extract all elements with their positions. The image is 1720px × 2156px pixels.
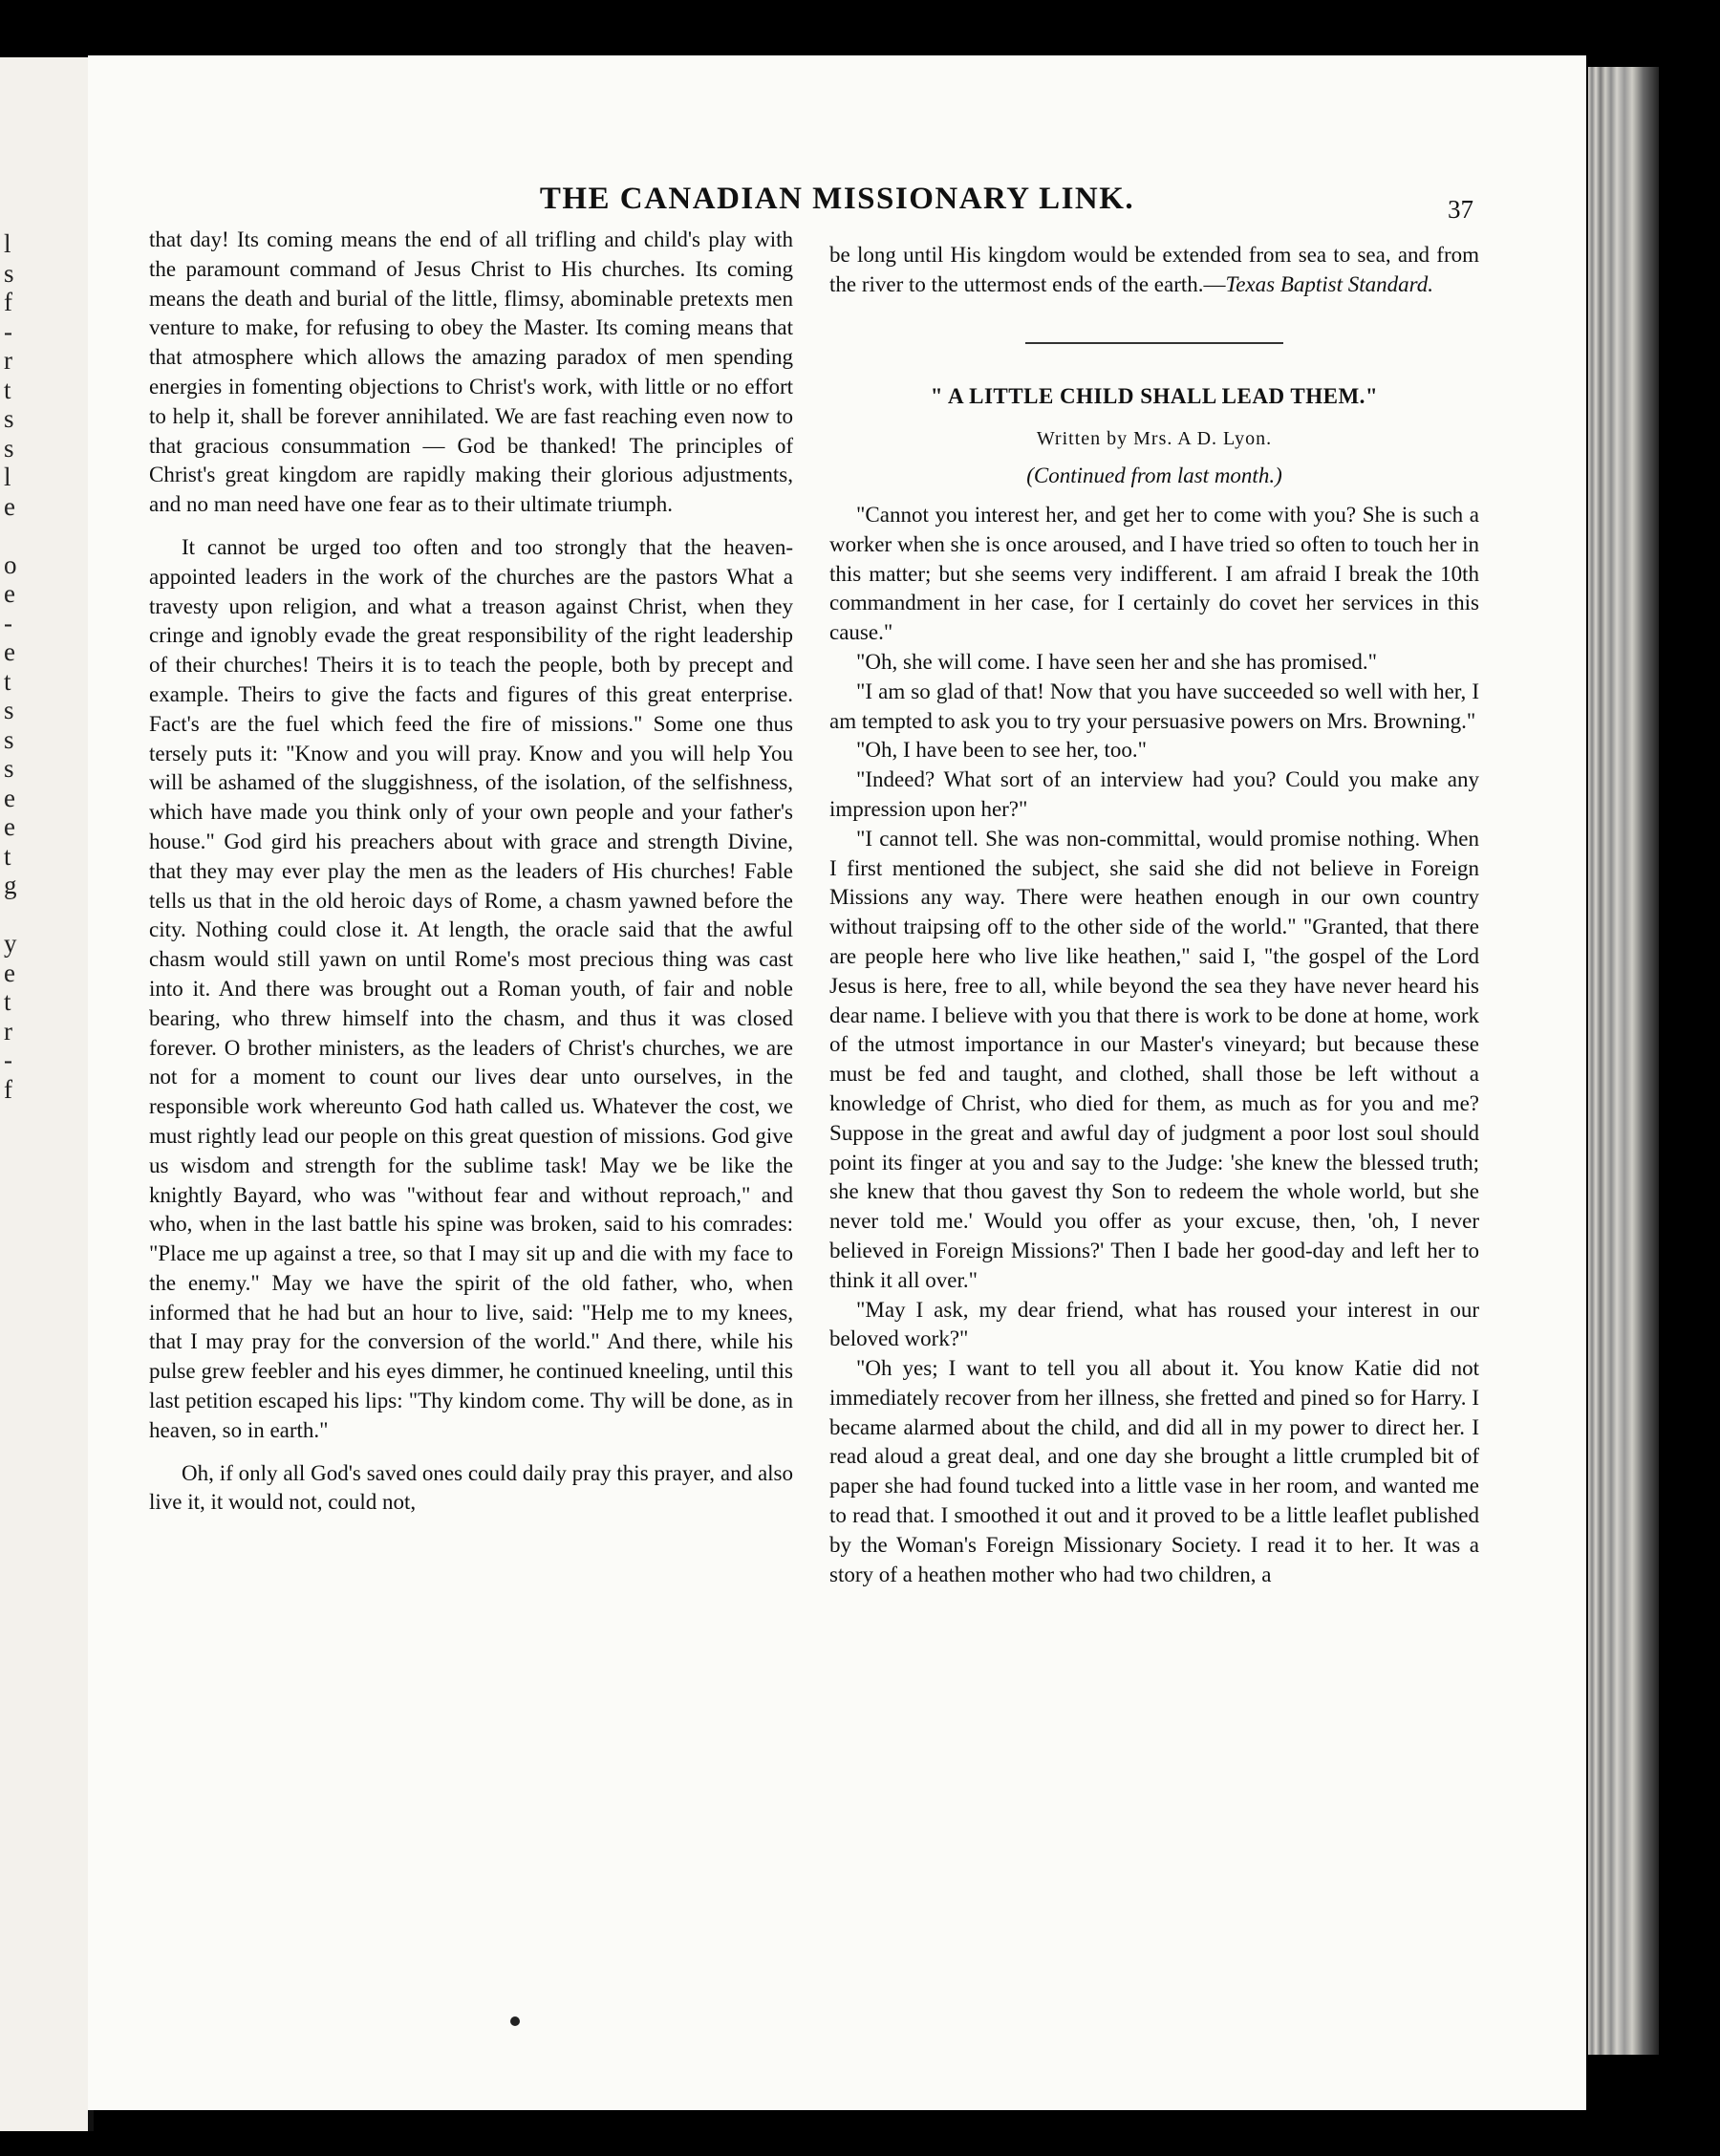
left-paragraph: that day! Its coming means the end of all trifling and child's play with the paramount command of Jesus Christ to His churches. Its coming means the death and burial of the little, flimsy, abominable pretexts men venture to make, for refusing to obey the Master. Its coming means that that atmosphere which allows the amazing paradox of men spending energies in fomenting objections to Christ's work, with little or no effort to help it, shall be forever annihilated. We are fast reaching even now to that gracious consummation — God be thanked! The principles of Christ's great kingdom are rapidly making their glorious adjustments, and no man need have one fear as to their ultimate triumph. xyxy=(149,227,793,517)
source-citation: Texas Baptist Standard. xyxy=(1225,271,1433,296)
previous-page-letter: e xyxy=(4,812,15,841)
left-paragraph: It cannot be urged too often and too strongly that the heaven-appointed leaders in the work of the churches are the pastors What a travesty upon religion, and what a treason against Christ, when they cringe and ignobly evade the great responsibility of the right leadership of their churches! Theirs it is to teach the people, both by precept and example. Theirs to give the facts and figures of this great enterprise. Fact's are the fuel which feed the fire of missions." Some one thus tersely puts it: "Know and you will pray. Know and you will help You will be ashamed of the sluggishness, of the isolation, of the selfishness, which have made you think only of your own people and your father's house." God gird his preachers about with grace and strength Divine, that they may ever play the men as the leaders of His churches! Fable tells us that in the old heroic days of Rome, a chasm yawned before the city. Nothing could close it. At length, the oracle said that the awful chasm would still yawn on until Rome's most precious thing was cast into it. And there was brought out a Roman youth, of fair and noble bearing, who threw himself into the chasm, and thus it was closed forever. O brother ministers, as the leaders of Christ's churches, we are not for a moment to count our lives dear unto ourselves, in the responsible work whereunto God hath called us. Whatever the cost, we must rightly lead our people on this great question of missions. God give us wisdom and strength for the sublime task! May we be like the knightly Bayard, who was "without fear and without reproach," and who, when in the last battle his spine was broken, said to his comrades: "Place me up against a tree, so that I may sit up and die with my face to the enemy." May we have the spirit of the old father, who, when informed that he had but an hour to live, said: "Help me to my knees, that I may pray for the conversion of the world." And there, while his pulse grew feebler and his eyes dimmer, he continued kneeling, until this last petition escaped his lips: "Thy kindom come. Thy will be done, as in heaven, so in earth." xyxy=(149,534,793,1442)
running-head: THE CANADIAN MISSIONARY LINK. xyxy=(539,182,1135,216)
previous-page-letter: f xyxy=(4,1074,12,1104)
previous-page-letter: e xyxy=(4,579,15,608)
article-paragraph: "Oh, she will come. I have seen her and she has promised." xyxy=(856,649,1378,674)
previous-page-letter: e xyxy=(4,637,15,666)
article-paragraph: "Oh, I have been to see her, too." xyxy=(856,738,1147,763)
previous-page-letter: s xyxy=(4,754,14,783)
previous-page-letter: t xyxy=(4,375,11,404)
previous-page-letter: g xyxy=(4,871,17,899)
previous-page-letter: e xyxy=(4,958,15,987)
previous-page-letter: l xyxy=(4,463,11,491)
right-column xyxy=(829,241,1479,1589)
article-title: " A LITTLE CHILD SHALL LEAD THEM." xyxy=(930,383,1379,408)
previous-page-letter xyxy=(4,900,25,930)
previous-page-letter: s xyxy=(4,258,14,288)
left-column xyxy=(149,226,793,1518)
previous-page-letter: t xyxy=(4,666,11,696)
previous-page-letter: s xyxy=(4,724,14,754)
page-stack-edges xyxy=(1588,67,1659,2055)
section-divider xyxy=(1025,342,1283,344)
previous-page-letter: e xyxy=(4,491,15,521)
continuation-text: be long until His kingdom would be extended from sea to sea, and from the river to the uttermost ends of the earth.— xyxy=(829,243,1479,296)
previous-page-letter: s xyxy=(4,696,14,724)
previous-page-letter: - xyxy=(4,608,12,637)
previous-page-letter: - xyxy=(4,1046,12,1074)
byline: Written by Mrs. A D. Lyon. xyxy=(1036,428,1273,450)
page-number: 37 xyxy=(1448,195,1473,224)
previous-page-margin-letters xyxy=(4,229,25,1104)
article-paragraph: "I am so glad of that! Now that you have succeeded so well with her, I am tempted to ask you to try your persuasive powers on Mrs. Browning." xyxy=(829,679,1479,733)
previous-page-letter: s xyxy=(4,433,14,463)
previous-page-letter: t xyxy=(4,841,11,871)
article-paragraph: "Indeed? What sort of an interview had you? Could you make any impression upon her?" xyxy=(829,767,1479,821)
article-paragraph: "Cannot you interest her, and get her to come with you? She is such a worker when she is once aroused, and I have tried so often to touch her in this matter; but she seems very indifferent. I am afraid I break the 10th commandment in her case, for I certainly do covet her services in this cause." xyxy=(829,502,1479,645)
ink-dot xyxy=(510,2016,520,2026)
previous-page-letter: r xyxy=(4,346,12,375)
previous-page-letter: e xyxy=(4,783,15,812)
previous-page-letter: f xyxy=(4,288,12,316)
previous-page-letter: y xyxy=(4,929,17,958)
article-paragraph: "Oh yes; I want to tell you all about it. You know Katie did not immediately recover from her illness, she fretted and pined so for Harry. I became alarmed about the child, and did all in my power to direct her. I read aloud a great deal, and one day she brought a little crumpled bit of paper she had found tucked into a little vase in her room, and wanted me to read that. I smoothed it out and it proved to be a little leaflet published by the Woman's Foreign Missionary Society. I read it to her. It was a story of a heathen mother who had two children, a xyxy=(829,1356,1479,1586)
previous-page-edge xyxy=(0,57,94,2131)
article-paragraph: "May I ask, my dear friend, what has roused your interest in our beloved work?" xyxy=(829,1297,1479,1351)
previous-page-letter: r xyxy=(4,1016,12,1046)
left-paragraph: Oh, if only all God's saved ones could daily pray this prayer, and also live it, it would not, could not, xyxy=(149,1460,793,1515)
continued-note: (Continued from last month.) xyxy=(1026,464,1282,488)
previous-page-letter: t xyxy=(4,987,11,1016)
continuation-paragraph xyxy=(829,241,1479,300)
previous-page-letter: l xyxy=(4,229,11,258)
previous-page-letter: - xyxy=(4,316,12,346)
previous-page-letter: s xyxy=(4,404,14,433)
previous-page-letter xyxy=(4,521,25,550)
previous-page-letter: o xyxy=(4,550,17,579)
article-paragraph: "I cannot tell. She was non-committal, would promise nothing. When I first mentioned the subject, she said she did not believe in Foreign Missions any way. There were heathen enough in our own country without traipsing off to the other side of the world." "Granted, that there are people here who live like heathen," said I, "the gospel of the Lord Jesus is here, free to all, while beyond the sea they have never heard his dear name. I believe with you that there is work to be done at home, work of the utmost importance in our Master's vineyard; but because these must be fed and taught, and clothed, shall those be left without a knowledge of Christ, who died for them, as much as for you and me? Suppose in the great and awful day of judgment a poor lost soul should point its finger at you and say to the Judge: 'she knew the blessed truth; she knew that thou gavest thy Son to redeem the whole world, but she never told me.' Would you offer as your excuse, then, 'oh, I never believed in Foreign Missions?' Then I bade her good-day and left her to think it all over." xyxy=(829,826,1479,1292)
